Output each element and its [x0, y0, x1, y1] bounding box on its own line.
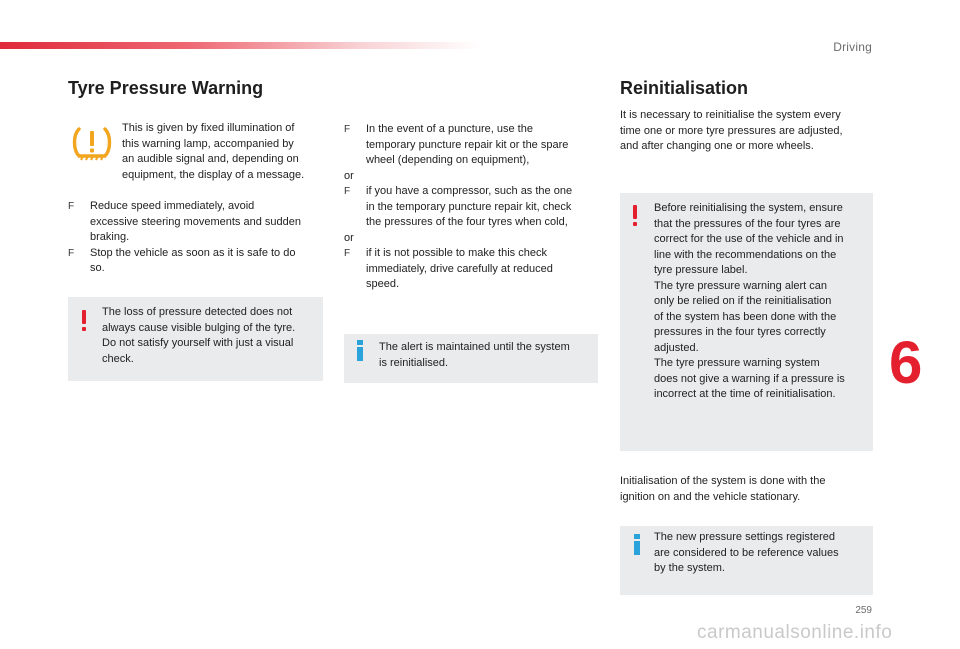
reference-values-info-box [620, 526, 873, 595]
alert-info-box [344, 334, 598, 383]
chapter-number: 6 [889, 329, 923, 396]
page-number: 259 [855, 605, 872, 616]
bullet-icon: F [344, 124, 351, 135]
section-title: Driving [833, 40, 872, 54]
initialisation-text: Initialisation of the system is done with the ignition on and the vehicle stationary. [620, 475, 826, 503]
info-box-text: The alert is maintained until the system is reinitialised. [379, 341, 570, 369]
or-separator: or [344, 231, 354, 244]
list-item: F Stop the vehicle as soon as it is safe to do so. [68, 246, 296, 274]
info-box-text: The new pressure settings registered are considered to be reference values by the system. [654, 531, 839, 574]
list-item: F if it is not possible to make this check immediately, drive carefully at reduced speed. [344, 247, 553, 290]
pressure-warning-box [68, 297, 323, 381]
tyre-pressure-warning-lamp-icon [71, 125, 113, 165]
or-separator: or [344, 169, 354, 182]
bullet-icon: F [344, 186, 351, 197]
warning-lamp-description: This is given by fixed illumination of this warning lamp, accompanied by an audible signal and, depending on equipment, the display of a message. [122, 122, 305, 181]
bullet-icon: F [344, 248, 351, 259]
warning-box-text: The loss of pressure detected does not always cause visible bulging of the tyre. Do not satisfy yourself with just a visual check. [102, 306, 296, 365]
warning-box-text: Before reinitialising the system, ensure that the pressures of the four tyres are correct for the use of the vehicle and in line with the recommendations on the tyre pressure label. The tyre pressure warning alert can only be relied on if the reinitialisation of the system has been done with the pressures in the four tyres correctly adjusted. The tyre pressure warning system does not give a warning if a pressure is incorrect at the time of reinitialisation. [654, 202, 845, 400]
middle-bullet-list [344, 122, 600, 293]
list-item: F In the event of a puncture, use the temporary puncture repair kit or the spare wheel (depending on equipment), [344, 123, 569, 166]
reinitialisation-intro: It is necessary to reinitialise the system every time one or more tyre pressures are adjusted, and after changing one or more wheels. [620, 109, 843, 152]
watermark: carmanualsonline.info [697, 622, 893, 643]
reinitialisation-heading: Reinitialisation [620, 78, 749, 98]
list-item: F if you have a compressor, such as the one in the temporary puncture repair kit, check the pressures of the four tyres when cold, [344, 185, 573, 228]
header-accent-bar [0, 42, 480, 49]
list-item: F Reduce speed immediately, avoid excessive steering movements and sudden braking. [68, 200, 301, 243]
tyre-pressure-warning-heading: Tyre Pressure Warning [68, 78, 264, 98]
bullet-icon: F [68, 201, 75, 212]
reinitialisation-warning-box [620, 193, 873, 451]
left-bullet-list [68, 199, 328, 277]
bullet-icon: F [68, 247, 75, 259]
